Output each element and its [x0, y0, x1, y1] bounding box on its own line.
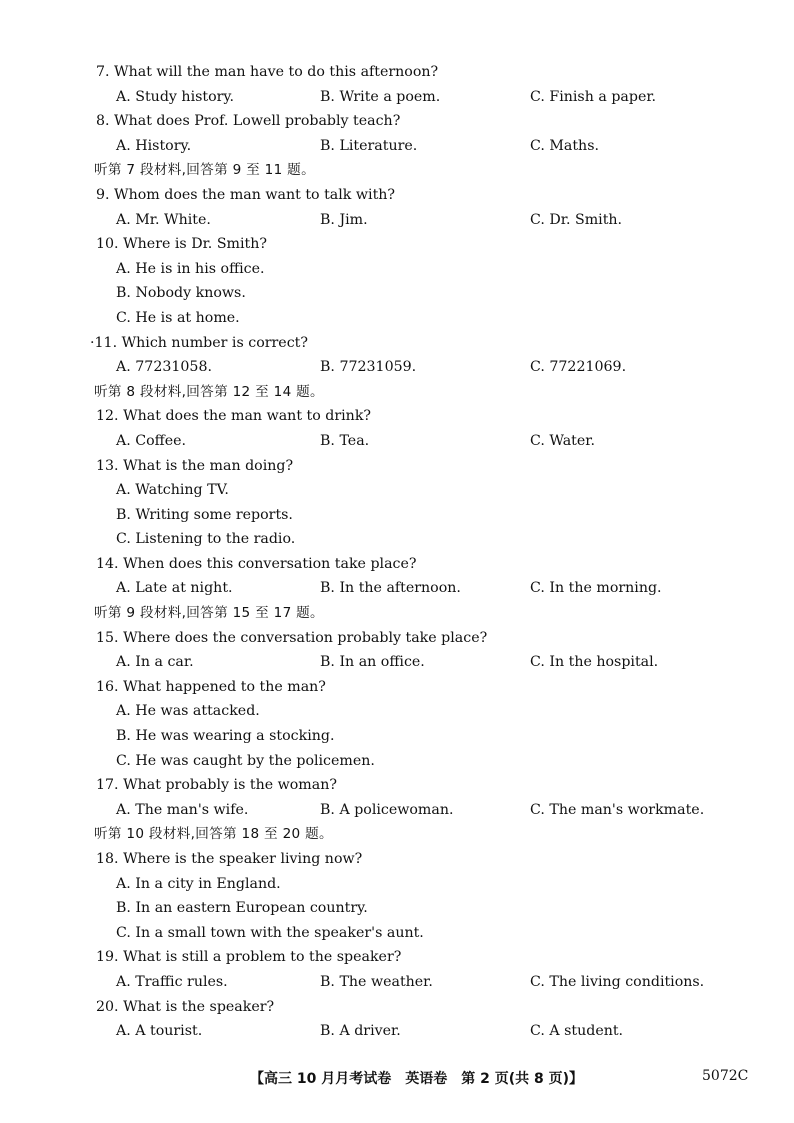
option-c: C. In the hospital.	[530, 654, 659, 671]
question-12-options	[94, 429, 734, 454]
question-12-stem: 12. What does the man want to drink?	[96, 408, 372, 425]
question-14-stem: 14. When does this conversation take place?	[96, 555, 417, 572]
question-19-stem: 19. What is still a problem to the speaker?	[96, 949, 402, 966]
question-13-stem: 13. What is the man doing?	[96, 457, 294, 474]
option-b: B. Write a poem.	[320, 88, 441, 105]
question-16-stem: 16. What happened to the man?	[96, 678, 326, 695]
section-heading-8: 听第 8 段材料,回答第 12 至 14 题。	[94, 383, 324, 400]
option-c: C. He was caught by the policemen.	[116, 752, 375, 769]
option-b: B. Writing some reports.	[116, 506, 293, 523]
question-20-options	[94, 1019, 734, 1044]
option-c: C. Maths.	[530, 137, 599, 154]
section-heading-7: 听第 7 段材料,回答第 9 至 11 题。	[94, 162, 315, 179]
question-list	[90, 60, 734, 1044]
option-a: A. Late at night.	[116, 580, 233, 597]
option-a: A. In a car.	[116, 654, 194, 671]
question-10-stem: 10. Where is Dr. Smith?	[96, 236, 267, 253]
option-b: B. Jim.	[320, 211, 368, 228]
section-heading-9: 听第 9 段材料,回答第 15 至 17 题。	[94, 605, 324, 622]
question-11-stem: ·11. Which number is correct?	[90, 334, 308, 351]
question-17-options	[94, 798, 734, 823]
question-11-options	[94, 355, 734, 380]
option-c: C. Dr. Smith.	[530, 211, 623, 228]
option-c: C. The living conditions.	[530, 973, 705, 990]
question-15-options	[94, 650, 734, 675]
option-a: A. The man's wife.	[116, 801, 249, 818]
question-9-options	[94, 208, 734, 233]
question-7-options	[94, 85, 734, 110]
option-b: B. Literature.	[320, 137, 418, 154]
option-a: A. A tourist.	[116, 1023, 203, 1040]
option-b: B. Tea.	[320, 432, 370, 449]
option-a: A. Study history.	[116, 88, 235, 105]
question-8-stem: 8. What does Prof. Lowell probably teach?	[96, 113, 401, 130]
option-c: C. Finish a paper.	[530, 88, 657, 105]
question-8-options	[94, 134, 734, 159]
option-c: C. The man's workmate.	[530, 801, 705, 818]
option-c: C. Water.	[530, 432, 596, 449]
option-a: A. In a city in England.	[116, 875, 281, 892]
question-19-options	[94, 970, 734, 995]
option-b: B. 77231059.	[320, 359, 417, 376]
option-c: C. A student.	[530, 1023, 624, 1040]
option-b: B. The weather.	[320, 973, 433, 990]
option-b: B. In an eastern European country.	[116, 900, 368, 917]
option-b: B. A driver.	[320, 1023, 401, 1040]
option-a: A. Coffee.	[116, 432, 187, 449]
option-b: B. He was wearing a stocking.	[116, 728, 335, 745]
option-a: A. History.	[116, 137, 192, 154]
option-a: A. Mr. White.	[116, 211, 211, 228]
option-a: A. He was attacked.	[116, 703, 260, 720]
question-20-stem: 20. What is the speaker?	[96, 998, 275, 1015]
option-a: A. He is in his office.	[116, 260, 265, 277]
option-b: B. Nobody knows.	[116, 285, 246, 302]
question-9-stem: 9. Whom does the man want to talk with?	[96, 186, 396, 203]
option-b: B. In the afternoon.	[320, 580, 461, 597]
question-7-stem: 7. What will the man have to do this afternoon?	[96, 64, 439, 80]
option-c: C. He is at home.	[116, 309, 240, 326]
option-a: A. 77231058.	[116, 359, 212, 376]
question-18-stem: 18. Where is the speaker living now?	[96, 851, 363, 867]
option-b: B. In an office.	[320, 654, 425, 671]
option-b: B. A policewoman.	[320, 801, 454, 818]
question-14-options	[94, 576, 734, 601]
option-c: C. In the morning.	[530, 580, 662, 597]
question-17-stem: 17. What probably is the woman?	[96, 777, 337, 794]
page-footer: 【高三 10 月月考试卷 英语卷 第 2 页(共 8 页)】	[250, 1071, 584, 1087]
option-c: C. In a small town with the speaker's aunt.	[116, 924, 424, 941]
section-heading-10: 听第 10 段材料,回答第 18 至 20 题。	[94, 826, 333, 843]
option-c: C. 77221069.	[530, 359, 627, 376]
question-15-stem: 15. Where does the conversation probably take place?	[96, 629, 488, 646]
option-a: A. Traffic rules.	[116, 973, 228, 990]
exam-code: 5072C	[702, 1068, 749, 1084]
option-c: C. Listening to the radio.	[116, 531, 296, 548]
option-a: A. Watching TV.	[116, 482, 229, 499]
